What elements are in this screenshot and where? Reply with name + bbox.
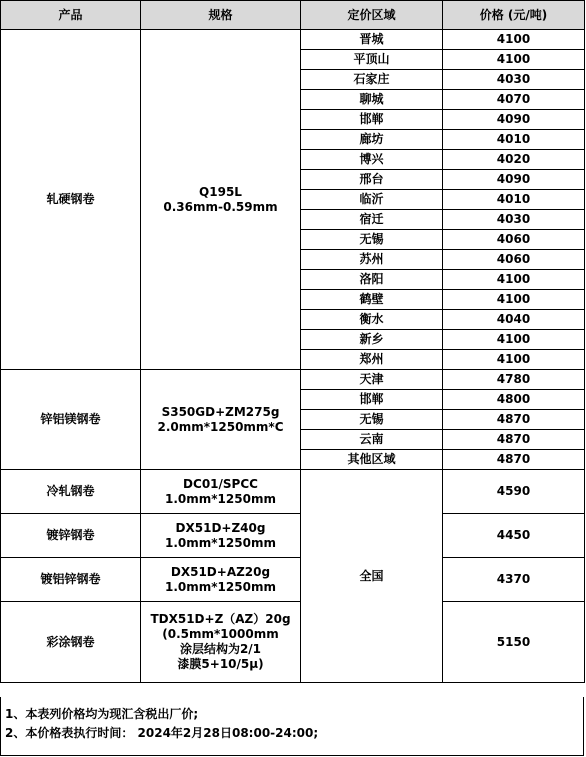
- region-cell: 新乡: [301, 330, 443, 350]
- region-cell: 聊城: [301, 90, 443, 110]
- product-cell: 镀铝锌钢卷: [1, 558, 141, 602]
- table-row: [1, 370, 585, 390]
- region-cell: 郑州: [301, 350, 443, 370]
- spec-line: DX51D+Z40g: [175, 520, 266, 535]
- price-cell: 4090: [443, 170, 585, 190]
- table-row: [1, 470, 585, 514]
- note-1: 1、本表列价格均为现汇含税出厂价;: [5, 707, 199, 721]
- price-cell: 4800: [443, 390, 585, 410]
- spec-cell: [141, 30, 301, 370]
- price-cell: 4100: [443, 330, 585, 350]
- region-cell: 晋城: [301, 30, 443, 50]
- price-cell: 4070: [443, 90, 585, 110]
- price-cell: 4030: [443, 210, 585, 230]
- region-cell: 无锡: [301, 410, 443, 430]
- region-cell: 无锡: [301, 230, 443, 250]
- price-cell: 4100: [443, 270, 585, 290]
- price-cell: 4040: [443, 310, 585, 330]
- region-cell: 全国: [301, 470, 443, 683]
- spec-line: 1.0mm*1250mm: [165, 491, 276, 506]
- price-cell: 5150: [443, 602, 585, 683]
- table-row: [1, 602, 585, 683]
- spec-line: DC01/SPCC: [183, 476, 258, 491]
- price-cell: 4780: [443, 370, 585, 390]
- table-row: [1, 30, 585, 50]
- header-product: 产品: [1, 1, 141, 30]
- spec-line: 涂层结构为2/1: [179, 642, 262, 656]
- spec-line: DX51D+AZ20g: [170, 564, 271, 579]
- note-2: 2、本价格表执行时间： 2024年2月28日08:00-24:00;: [5, 726, 319, 740]
- price-cell: 4100: [443, 350, 585, 370]
- region-cell: 苏州: [301, 250, 443, 270]
- spec-line: 1.0mm*1250mm: [165, 579, 276, 594]
- region-cell: 邯郸: [301, 390, 443, 410]
- product-cell: 冷轧钢卷: [1, 470, 141, 514]
- price-cell: 4010: [443, 130, 585, 150]
- header-row: [1, 1, 585, 30]
- spec-cell: [141, 602, 301, 683]
- region-cell: 天津: [301, 370, 443, 390]
- spec-line: TDX51D+Z（AZ）20g: [150, 612, 291, 626]
- region-cell: 洛阳: [301, 270, 443, 290]
- price-cell: 4450: [443, 514, 585, 558]
- header-region: 定价区域: [301, 1, 443, 30]
- region-cell: 博兴: [301, 150, 443, 170]
- price-cell: 4100: [443, 50, 585, 70]
- product-cell: 锌铝镁钢卷: [1, 370, 141, 470]
- notes: [0, 697, 584, 756]
- spec-line: Q195L: [199, 184, 242, 199]
- table-row: [1, 514, 585, 558]
- spec-line: 漆膜5+10/5μ): [177, 657, 264, 671]
- spec-line: 1.0mm*1250mm: [165, 535, 276, 550]
- price-cell: 4590: [443, 470, 585, 514]
- spec-cell: [141, 470, 301, 514]
- table-row: [1, 558, 585, 602]
- header-price: 价格 (元/吨): [443, 1, 585, 30]
- region-cell: 其他区域: [301, 450, 443, 470]
- region-cell: 邯郸: [301, 110, 443, 130]
- region-cell: 鹤壁: [301, 290, 443, 310]
- region-cell: 临沂: [301, 190, 443, 210]
- price-cell: 4870: [443, 410, 585, 430]
- spec-cell: [141, 558, 301, 602]
- spec-line: (0.5mm*1000mm: [162, 627, 279, 641]
- price-cell: 4370: [443, 558, 585, 602]
- region-cell: 廊坊: [301, 130, 443, 150]
- region-cell: 平顶山: [301, 50, 443, 70]
- product-cell: 彩涂钢卷: [1, 602, 141, 683]
- region-cell: 衡水: [301, 310, 443, 330]
- price-cell: 4060: [443, 230, 585, 250]
- spec-line: 2.0mm*1250mm*C: [157, 419, 284, 434]
- region-cell: 石家庄: [301, 70, 443, 90]
- header-spec: 规格: [141, 1, 301, 30]
- table-body: [1, 30, 585, 683]
- price-cell: 4870: [443, 430, 585, 450]
- price-cell: 4100: [443, 290, 585, 310]
- spec-cell: [141, 514, 301, 558]
- region-cell: 邢台: [301, 170, 443, 190]
- spec-line: 0.36mm-0.59mm: [163, 199, 278, 214]
- price-cell: 4030: [443, 70, 585, 90]
- price-cell: 4060: [443, 250, 585, 270]
- product-cell: 轧硬钢卷: [1, 30, 141, 370]
- price-cell: 4020: [443, 150, 585, 170]
- spec-line: S350GD+ZM275g: [161, 404, 280, 419]
- spec-cell: [141, 370, 301, 470]
- price-cell: 4870: [443, 450, 585, 470]
- price-cell: 4010: [443, 190, 585, 210]
- region-cell: 云南: [301, 430, 443, 450]
- product-cell: 镀锌钢卷: [1, 514, 141, 558]
- region-cell: 宿迁: [301, 210, 443, 230]
- price-cell: 4090: [443, 110, 585, 130]
- price-cell: 4100: [443, 30, 585, 50]
